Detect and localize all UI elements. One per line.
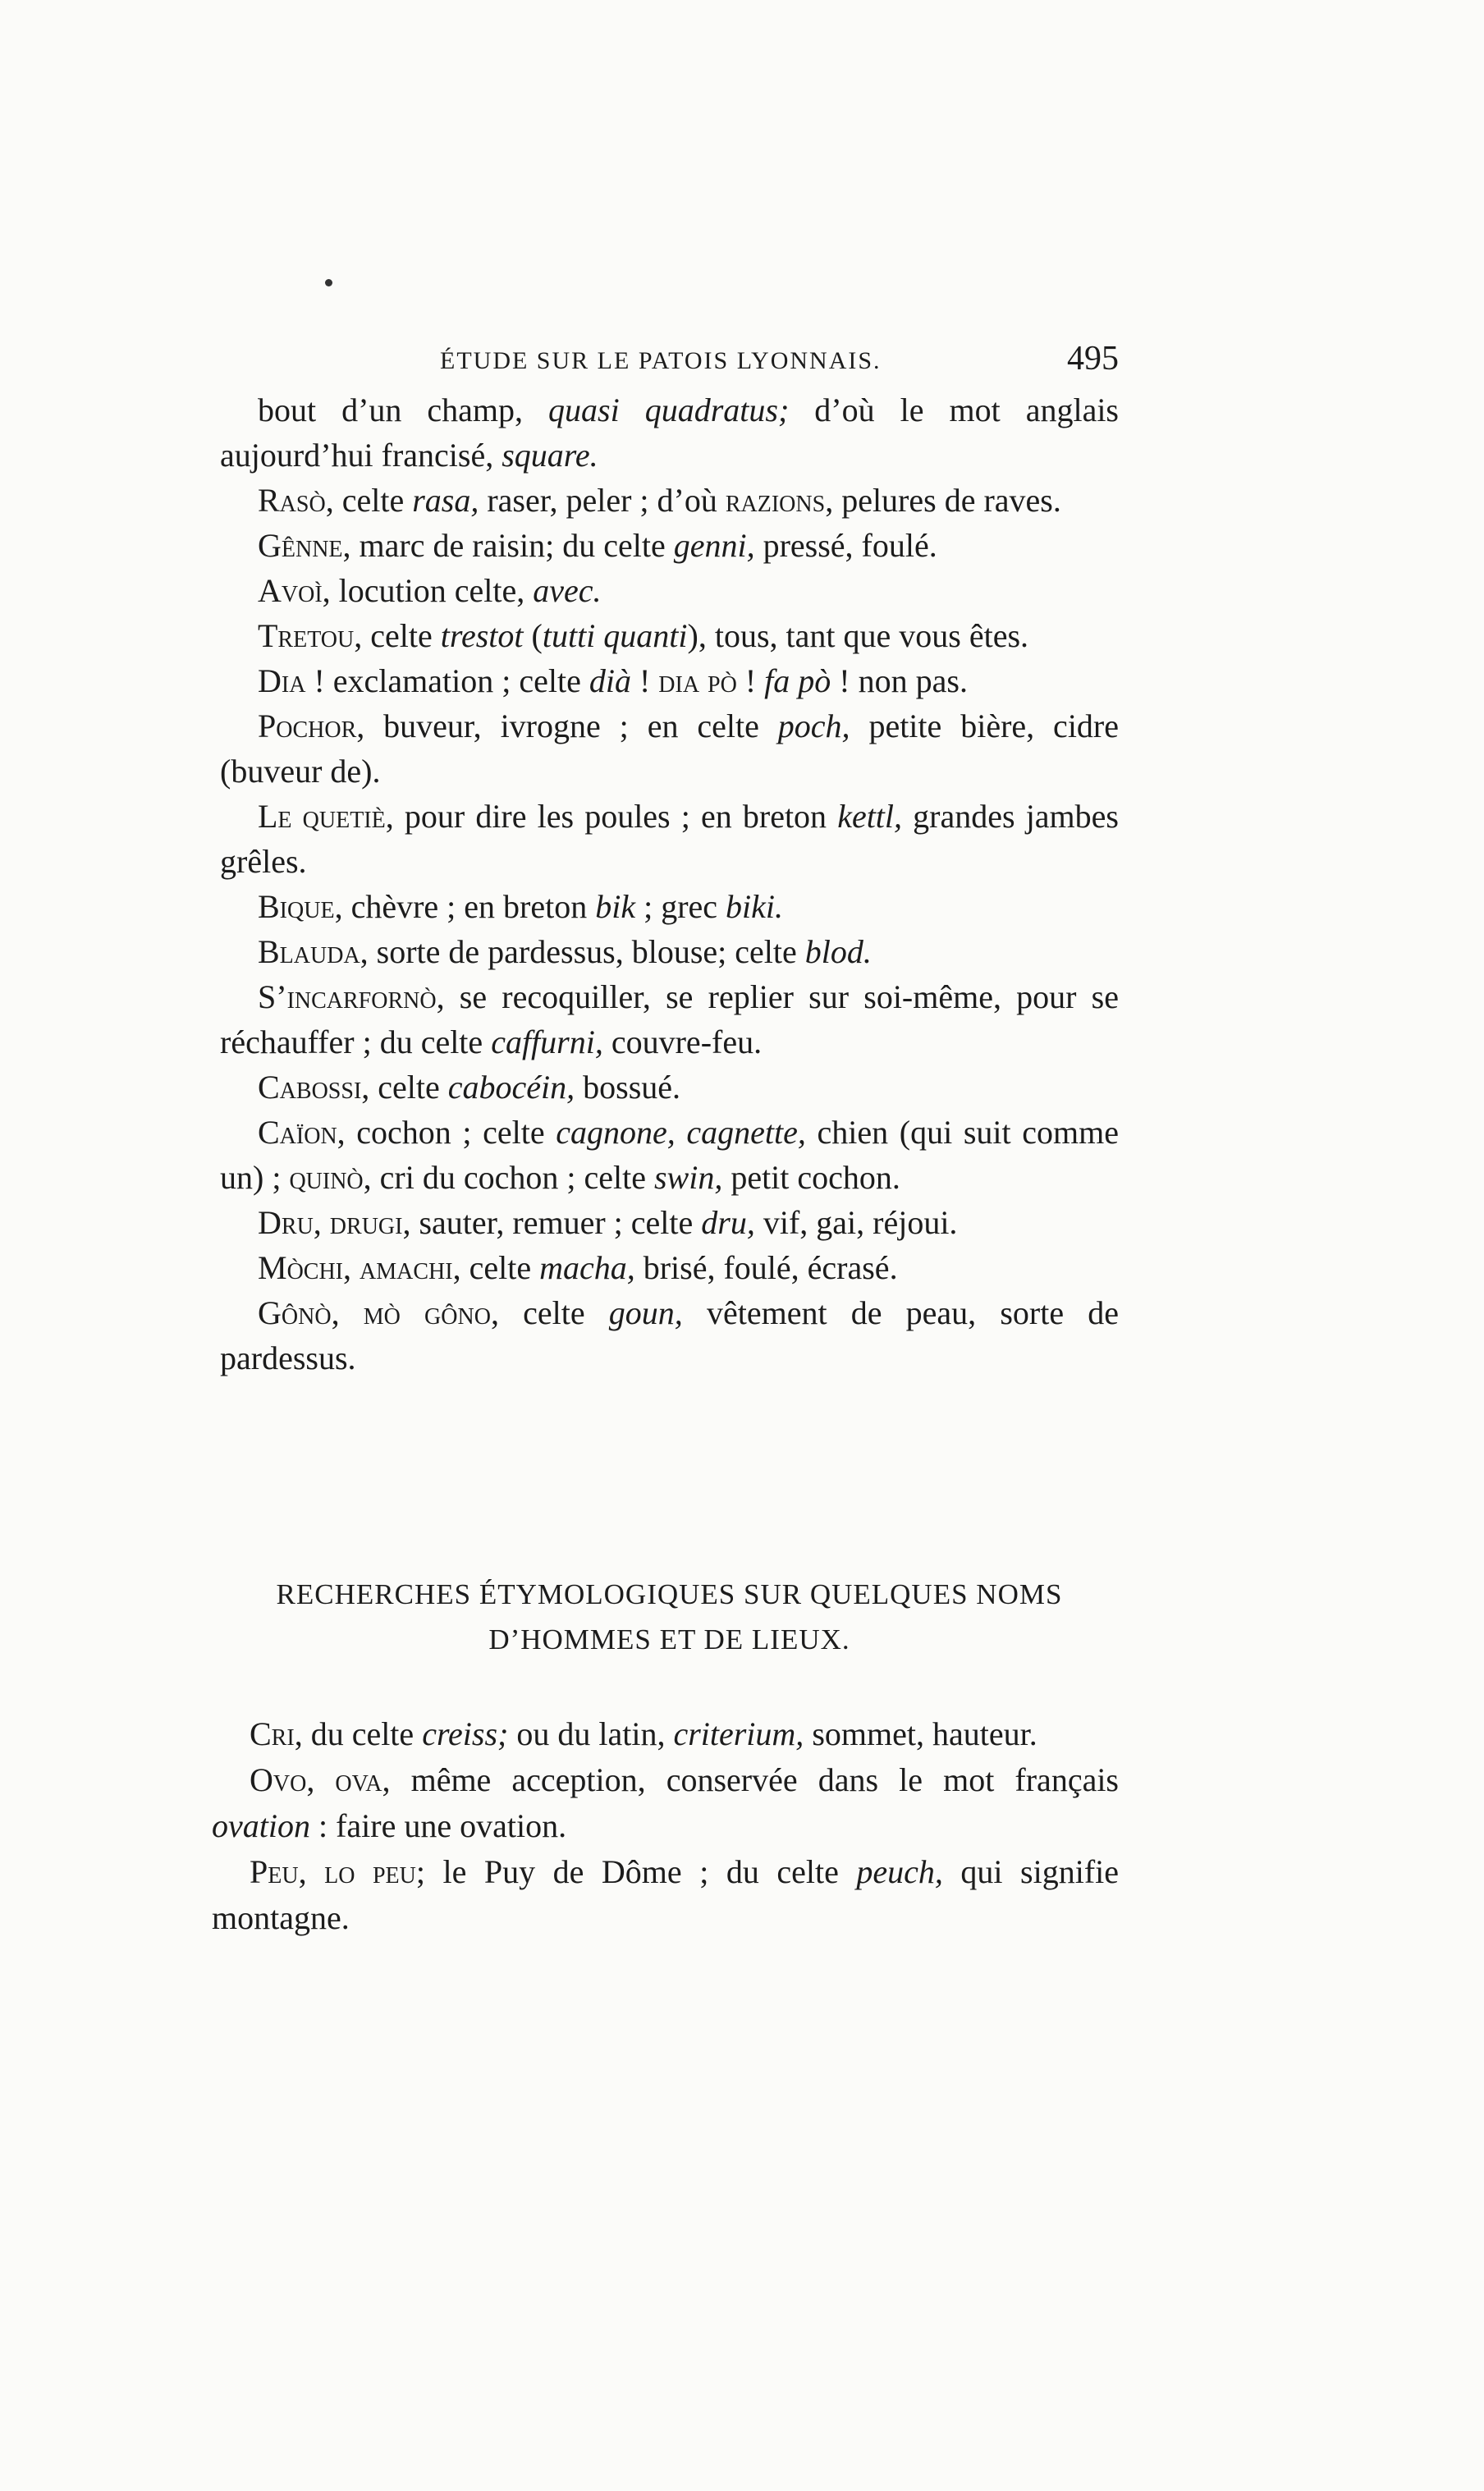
page-number: 495 — [1067, 340, 1119, 378]
headword: Tretou — [258, 617, 355, 654]
italic-term: biki. — [726, 888, 784, 925]
headword: razions — [725, 482, 826, 519]
italic-term: dru, — [701, 1204, 755, 1241]
section-heading-line-2: D’HOMMES ET DE LIEUX. — [488, 1623, 850, 1655]
italic-term: kettl, — [837, 798, 903, 835]
running-title: ÉTUDE SUR LE PATOIS LYONNAIS. — [440, 347, 882, 374]
text-run: , — [298, 1853, 325, 1890]
text-run: , celte — [325, 482, 413, 519]
text-run: chien (qui suit comme un) ; — [220, 1114, 1119, 1196]
italic-term: cabocéin, — [447, 1069, 575, 1106]
entry-paragraph — [220, 1065, 1119, 1110]
text-run: , chèvre ; en breton — [334, 888, 596, 925]
headword: dia pò — [658, 662, 737, 699]
text-run: , — [343, 1249, 360, 1286]
italic-term: avec. — [533, 572, 602, 609]
text-run: , buveur, ivrogne ; en celte — [356, 707, 778, 744]
text-run: ; le Puy de Dôme ; du celte — [415, 1853, 857, 1890]
text-run: bout d’un champ, — [258, 392, 549, 428]
section-heading-line-1: RECHERCHES ÉTYMOLOGIQUES SUR QUELQUES NOMS — [276, 1578, 1063, 1610]
text-run: ! exclamation ; celte — [305, 662, 589, 699]
ink-speck — [325, 279, 332, 286]
etymology-entries — [212, 1711, 1119, 1941]
headword: Blauda — [258, 933, 360, 970]
text-run: ! — [736, 662, 765, 699]
text-run: vif, gai, réjoui. — [754, 1204, 958, 1241]
headword: lo peu — [324, 1853, 416, 1890]
entry-paragraph — [220, 929, 1119, 974]
italic-term: rasa, — [412, 482, 479, 519]
text-run: , — [306, 1761, 336, 1798]
text-run: ( — [523, 617, 543, 654]
text-run: grandes jambes grêles. — [220, 798, 1119, 880]
italic-term: quasi quadratus; — [548, 392, 790, 428]
italic-term: dià — [589, 662, 631, 699]
headword: mò gôno — [363, 1294, 491, 1331]
text-run: raser, peler ; d’où — [479, 482, 726, 519]
text-run: , du celte — [294, 1715, 423, 1752]
italic-term: caffurni, — [491, 1023, 603, 1060]
text-run: ou du latin, — [508, 1715, 674, 1752]
italic-term: macha, — [539, 1249, 635, 1286]
headword: Gônò — [258, 1294, 332, 1331]
headword: Bique — [258, 888, 335, 925]
headword: Ovo — [250, 1761, 307, 1798]
headword: Peu — [250, 1853, 299, 1890]
headword: ova — [335, 1761, 382, 1798]
text-run: d’où le mot anglais aujourd’hui francisé, — [220, 392, 1119, 474]
text-run: pressé, foulé. — [754, 527, 937, 564]
text-run: , marc de raisin; du celte — [342, 527, 674, 564]
headword: Cabossi — [258, 1069, 362, 1106]
text-run: , celte — [452, 1249, 540, 1286]
text-run: , cri du cochon ; celte — [363, 1159, 654, 1196]
entry-paragraph — [220, 658, 1119, 703]
entry-paragraph — [220, 974, 1119, 1065]
text-run: qui signifie montagne. — [212, 1853, 1120, 1936]
text-run: , locution celte, — [322, 572, 534, 609]
headword: Pochor — [258, 707, 357, 744]
text-run: , pelures de raves. — [825, 482, 1061, 519]
text-run: couvre-feu. — [602, 1023, 763, 1060]
italic-term: creiss; — [422, 1715, 509, 1752]
headword: S’incarfornò — [258, 978, 437, 1015]
text-run: ; grec — [635, 888, 726, 925]
entry-paragraph — [220, 1245, 1119, 1290]
italic-term: blod. — [804, 933, 872, 970]
text-run: ! — [630, 662, 659, 699]
entry-paragraph — [212, 1711, 1119, 1757]
text-run: bossué. — [575, 1069, 681, 1106]
glossary-entries — [220, 387, 1119, 1381]
headword: Dia — [258, 662, 306, 699]
entry-paragraph — [220, 703, 1119, 794]
text-run: , celte — [354, 617, 441, 654]
italic-term: criterium, — [673, 1715, 804, 1752]
entry-paragraph — [220, 1200, 1119, 1245]
entry-paragraph — [220, 568, 1119, 613]
entry-paragraph — [220, 387, 1119, 478]
entry-paragraph — [220, 523, 1119, 568]
italic-term: swin, — [653, 1159, 723, 1196]
headword: quinò — [289, 1159, 364, 1196]
text-run: brisé, foulé, écrasé. — [634, 1249, 898, 1286]
headword: drugi — [329, 1204, 403, 1241]
text-run: , celte — [361, 1069, 448, 1106]
headword: Gênne — [258, 527, 343, 564]
entry-paragraph — [220, 1110, 1119, 1200]
headword: Mòchi — [258, 1249, 344, 1286]
entry-paragraph — [220, 884, 1119, 929]
text-run: vêtement de peau, sorte de pardessus. — [220, 1294, 1120, 1376]
entry-paragraph — [220, 613, 1119, 658]
text-run: ! non pas. — [831, 662, 968, 699]
entry-paragraph — [212, 1757, 1119, 1849]
text-run: ), tous, tant que vous êtes. — [687, 617, 1029, 654]
entry-paragraph — [220, 794, 1119, 884]
italic-term: cagnone, cagnette, — [556, 1114, 806, 1151]
running-header — [220, 332, 1119, 382]
headword: Rasò — [258, 482, 326, 519]
text-run: , pour dire les poules ; en breton — [385, 798, 838, 835]
text-run: : faire une ovation. — [309, 1807, 567, 1844]
text-run: petit cochon. — [722, 1159, 900, 1196]
text-run: , sorte de pardessus, blouse; celte — [360, 933, 805, 970]
text-run: , cochon ; celte — [337, 1114, 556, 1151]
headword: Dru — [258, 1204, 314, 1241]
italic-term: tutti quanti — [542, 617, 688, 654]
italic-term: ovation — [212, 1807, 310, 1844]
entry-paragraph — [220, 1290, 1119, 1381]
italic-term: poch, — [777, 707, 850, 744]
text-run: petite bière, cidre (buveur de). — [220, 707, 1120, 790]
section-heading — [220, 1572, 1119, 1662]
text-run: , — [313, 1204, 330, 1241]
italic-term: square. — [502, 437, 598, 474]
headword: Caïon — [258, 1114, 337, 1151]
italic-term: goun, — [608, 1294, 683, 1331]
headword: amachi — [360, 1249, 453, 1286]
text-run: , celte — [490, 1294, 609, 1331]
italic-term: trestot — [440, 617, 524, 654]
headword: Cri — [250, 1715, 295, 1752]
text-run: sommet, hauteur. — [804, 1715, 1037, 1752]
italic-term: genni, — [673, 527, 755, 564]
italic-term: peuch, — [856, 1853, 943, 1890]
entry-paragraph — [220, 478, 1119, 523]
text-run: , se recoquiller, se replier sur soi-même, pour se réchauffer ; du celte — [220, 978, 1119, 1060]
text-run: , sauter, remuer ; celte — [402, 1204, 702, 1241]
italic-term: fa pò — [764, 662, 831, 699]
headword: Le quetiè — [258, 798, 386, 835]
headword: Avoì — [258, 572, 323, 609]
entry-paragraph — [212, 1849, 1119, 1941]
italic-term: bik — [595, 888, 636, 925]
text-run: , — [331, 1294, 364, 1331]
text-run: , même acception, conservée dans le mot français — [382, 1761, 1120, 1798]
